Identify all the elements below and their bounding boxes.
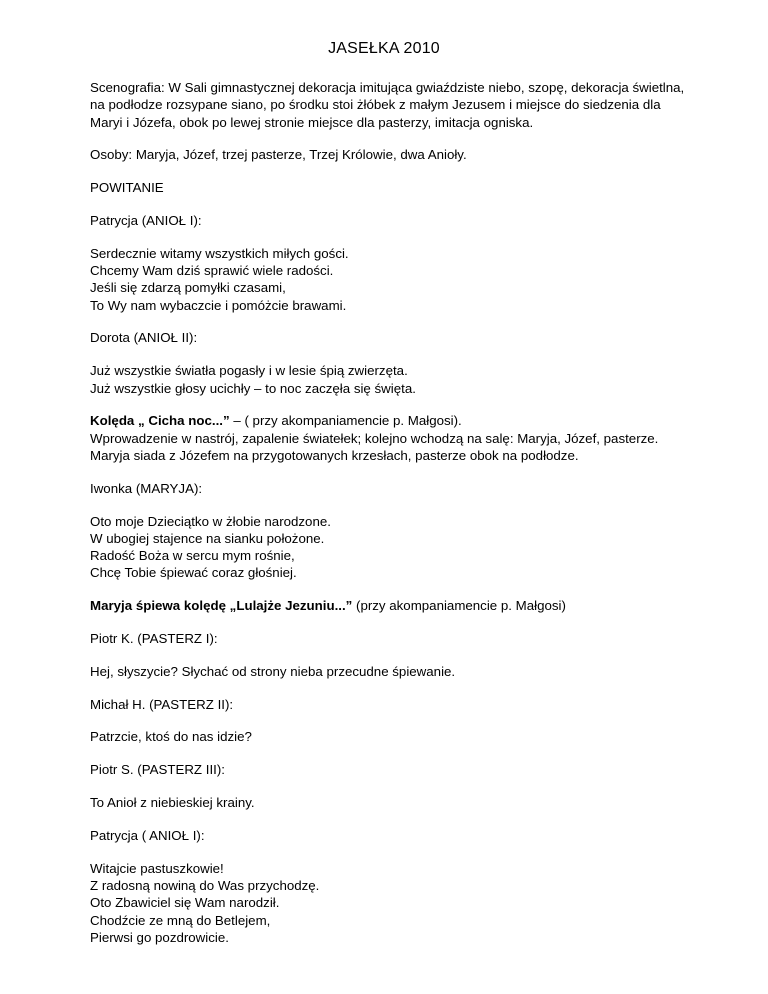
verse-line: Z radosną nowiną do Was przychodzę. (90, 877, 320, 893)
dialogue-line: To Anioł z niebieskiej krainy. (90, 795, 255, 811)
verse-line: Serdecznie witamy wszystkich miłych gości. (90, 245, 349, 261)
verse-line: Chcemy Wam dziś sprawić wiele radości. (90, 263, 334, 279)
carol-note: (przy akompaniamencie p. Małgosi) (352, 598, 566, 614)
verse-line: Chodźcie ze mną do Betlejem, (90, 912, 271, 928)
scenography-paragraph: Scenografia: W Sali gimnastycznej dekoracja imitująca gwiaździste niebo, szopę, dekoracja świetlna, na podłodze rozsypane siano, po środku stoi żłóbek z małym Jezusem i miejsce do siedzenia dla Maryi i Józefa, obok po lewej stronie miejsce dla pasterzy, imitacja ogniska. (90, 80, 685, 130)
speaker-label: Patrycja ( ANIOŁ I): (90, 827, 205, 843)
stage-direction-line: Wprowadzenie w nastrój, zapalenie światełek; kolejno wchodzą na salę: Maryja, Józef, pasterze. (90, 430, 659, 446)
speaker-label: Piotr K. (PASTERZ I): (90, 631, 218, 647)
verse-block (90, 245, 690, 314)
document-title: JASEŁKA 2010 (328, 40, 440, 57)
verse-line: Oto moje Dzieciątko w żłobie narodzone. (90, 513, 331, 529)
stage-direction-line: Maryja siada z Józefem na przygotowanych krzesłach, pasterze obok na podłodze. (90, 447, 579, 463)
dialogue-line: Patrzcie, ktoś do nas idzie? (90, 729, 252, 745)
verse-line: Jeśli się zdarzą pomyłki czasami, (90, 280, 286, 296)
carol-title: Maryja śpiewa kolędę „Lulajże Jezuniu...” (90, 598, 353, 614)
verse-block (90, 362, 690, 397)
speaker-label: Piotr S. (PASTERZ III): (90, 762, 225, 778)
verse-line: Już wszystkie światła pogasły i w lesie śpią zwierzęta. (90, 363, 408, 379)
verse-line: To Wy nam wybaczcie i pomóżcie brawami. (90, 297, 347, 313)
stage-direction-carol-2 (90, 597, 690, 614)
carol-title: Kolęda „ Cicha noc...” (90, 413, 230, 429)
verse-line: Pierwsi go pozdrowicie. (90, 929, 229, 945)
speaker-label: Patrycja (ANIOŁ I): (90, 212, 202, 228)
carol-line (90, 412, 690, 429)
document-body (90, 79, 690, 962)
carol-note: – ( przy akompaniamencie p. Małgosi). (229, 413, 462, 429)
cast-paragraph: Osoby: Maryja, Józef, trzej pasterze, Trzej Królowie, dwa Anioły. (90, 147, 467, 163)
speaker-label: Iwonka (MARYJA): (90, 480, 203, 496)
dialogue-line: Hej, słyszycie? Słychać od strony nieba przecudne śpiewanie. (90, 663, 456, 679)
verse-block (90, 513, 690, 582)
verse-line: Witajcie pastuszkowie! (90, 860, 224, 876)
speaker-label: Dorota (ANIOŁ II): (90, 330, 198, 346)
verse-line: W ubogiej stajence na sianku położone. (90, 530, 325, 546)
verse-line: Chcę Tobie śpiewać coraz głośniej. (90, 565, 297, 581)
verse-line: Już wszystkie głosy ucichły – to noc zaczęła się święta. (90, 380, 416, 396)
stage-direction-carol (90, 412, 690, 464)
greeting-heading: POWITANIE (90, 180, 164, 196)
verse-line: Radość Boża w sercu mym rośnie, (90, 548, 295, 564)
verse-line: Oto Zbawiciel się Wam narodził. (90, 895, 280, 911)
verse-block (90, 860, 690, 946)
speaker-label: Michał H. (PASTERZ II): (90, 696, 234, 712)
